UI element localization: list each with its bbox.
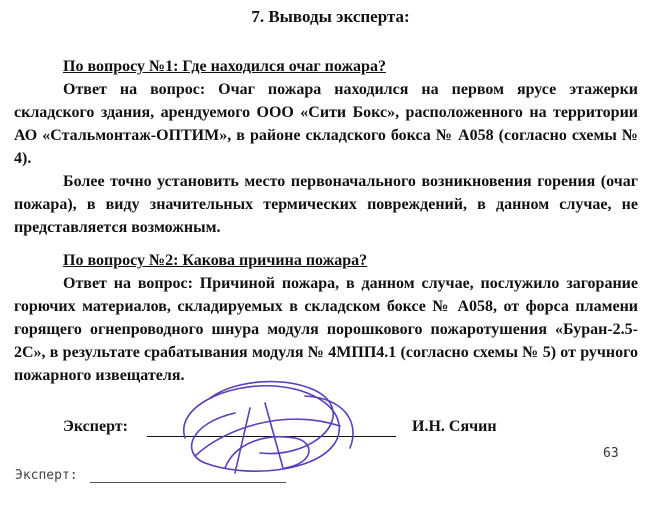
question-2-answer: Ответ на вопрос: Причиной пожара, в данном случае, послужило загорание горючих материалов, складируемых в складском боксе № А058, от форса пламени горящего огнепроводного шнура модуля порошкового пожаротушения «Буран-2.5-2С», в результате срабатывания модуля № 4МПП4.1 (согласно схемы № 5) от ручного пожарного извещателя. [14, 275, 638, 384]
question-1-note: Более точно установить место первоначального возникновения горения (очаг пожара), в виду значительных термических повреждений, в данном случае, не представляется возможным. [14, 173, 638, 236]
section-title: 7. Выводы эксперта: [251, 7, 410, 26]
question-2-heading: По вопросу №2: Какова причина пожара? [63, 252, 368, 269]
expert-name: И.Н. Сячин [412, 418, 497, 435]
page-number: 63 [603, 446, 619, 461]
handwritten-signature-icon [165, 368, 365, 488]
question-1-answer: Ответ на вопрос: Очаг пожара находился на первом ярусе этажерки складского здания, арендуемого ООО «Сити Бокс», расположенного на территории АО «Стальмонтаж-ОПТИМ», в районе складского бокса № А058 (согласно схемы № 4). [14, 81, 638, 167]
footer-expert-label: Эксперт: [15, 468, 78, 483]
footer-signature-line [90, 482, 286, 483]
question-1-heading: По вопросу №1: Где находился очаг пожара? [63, 58, 386, 75]
expert-label: Эксперт: [63, 418, 128, 435]
